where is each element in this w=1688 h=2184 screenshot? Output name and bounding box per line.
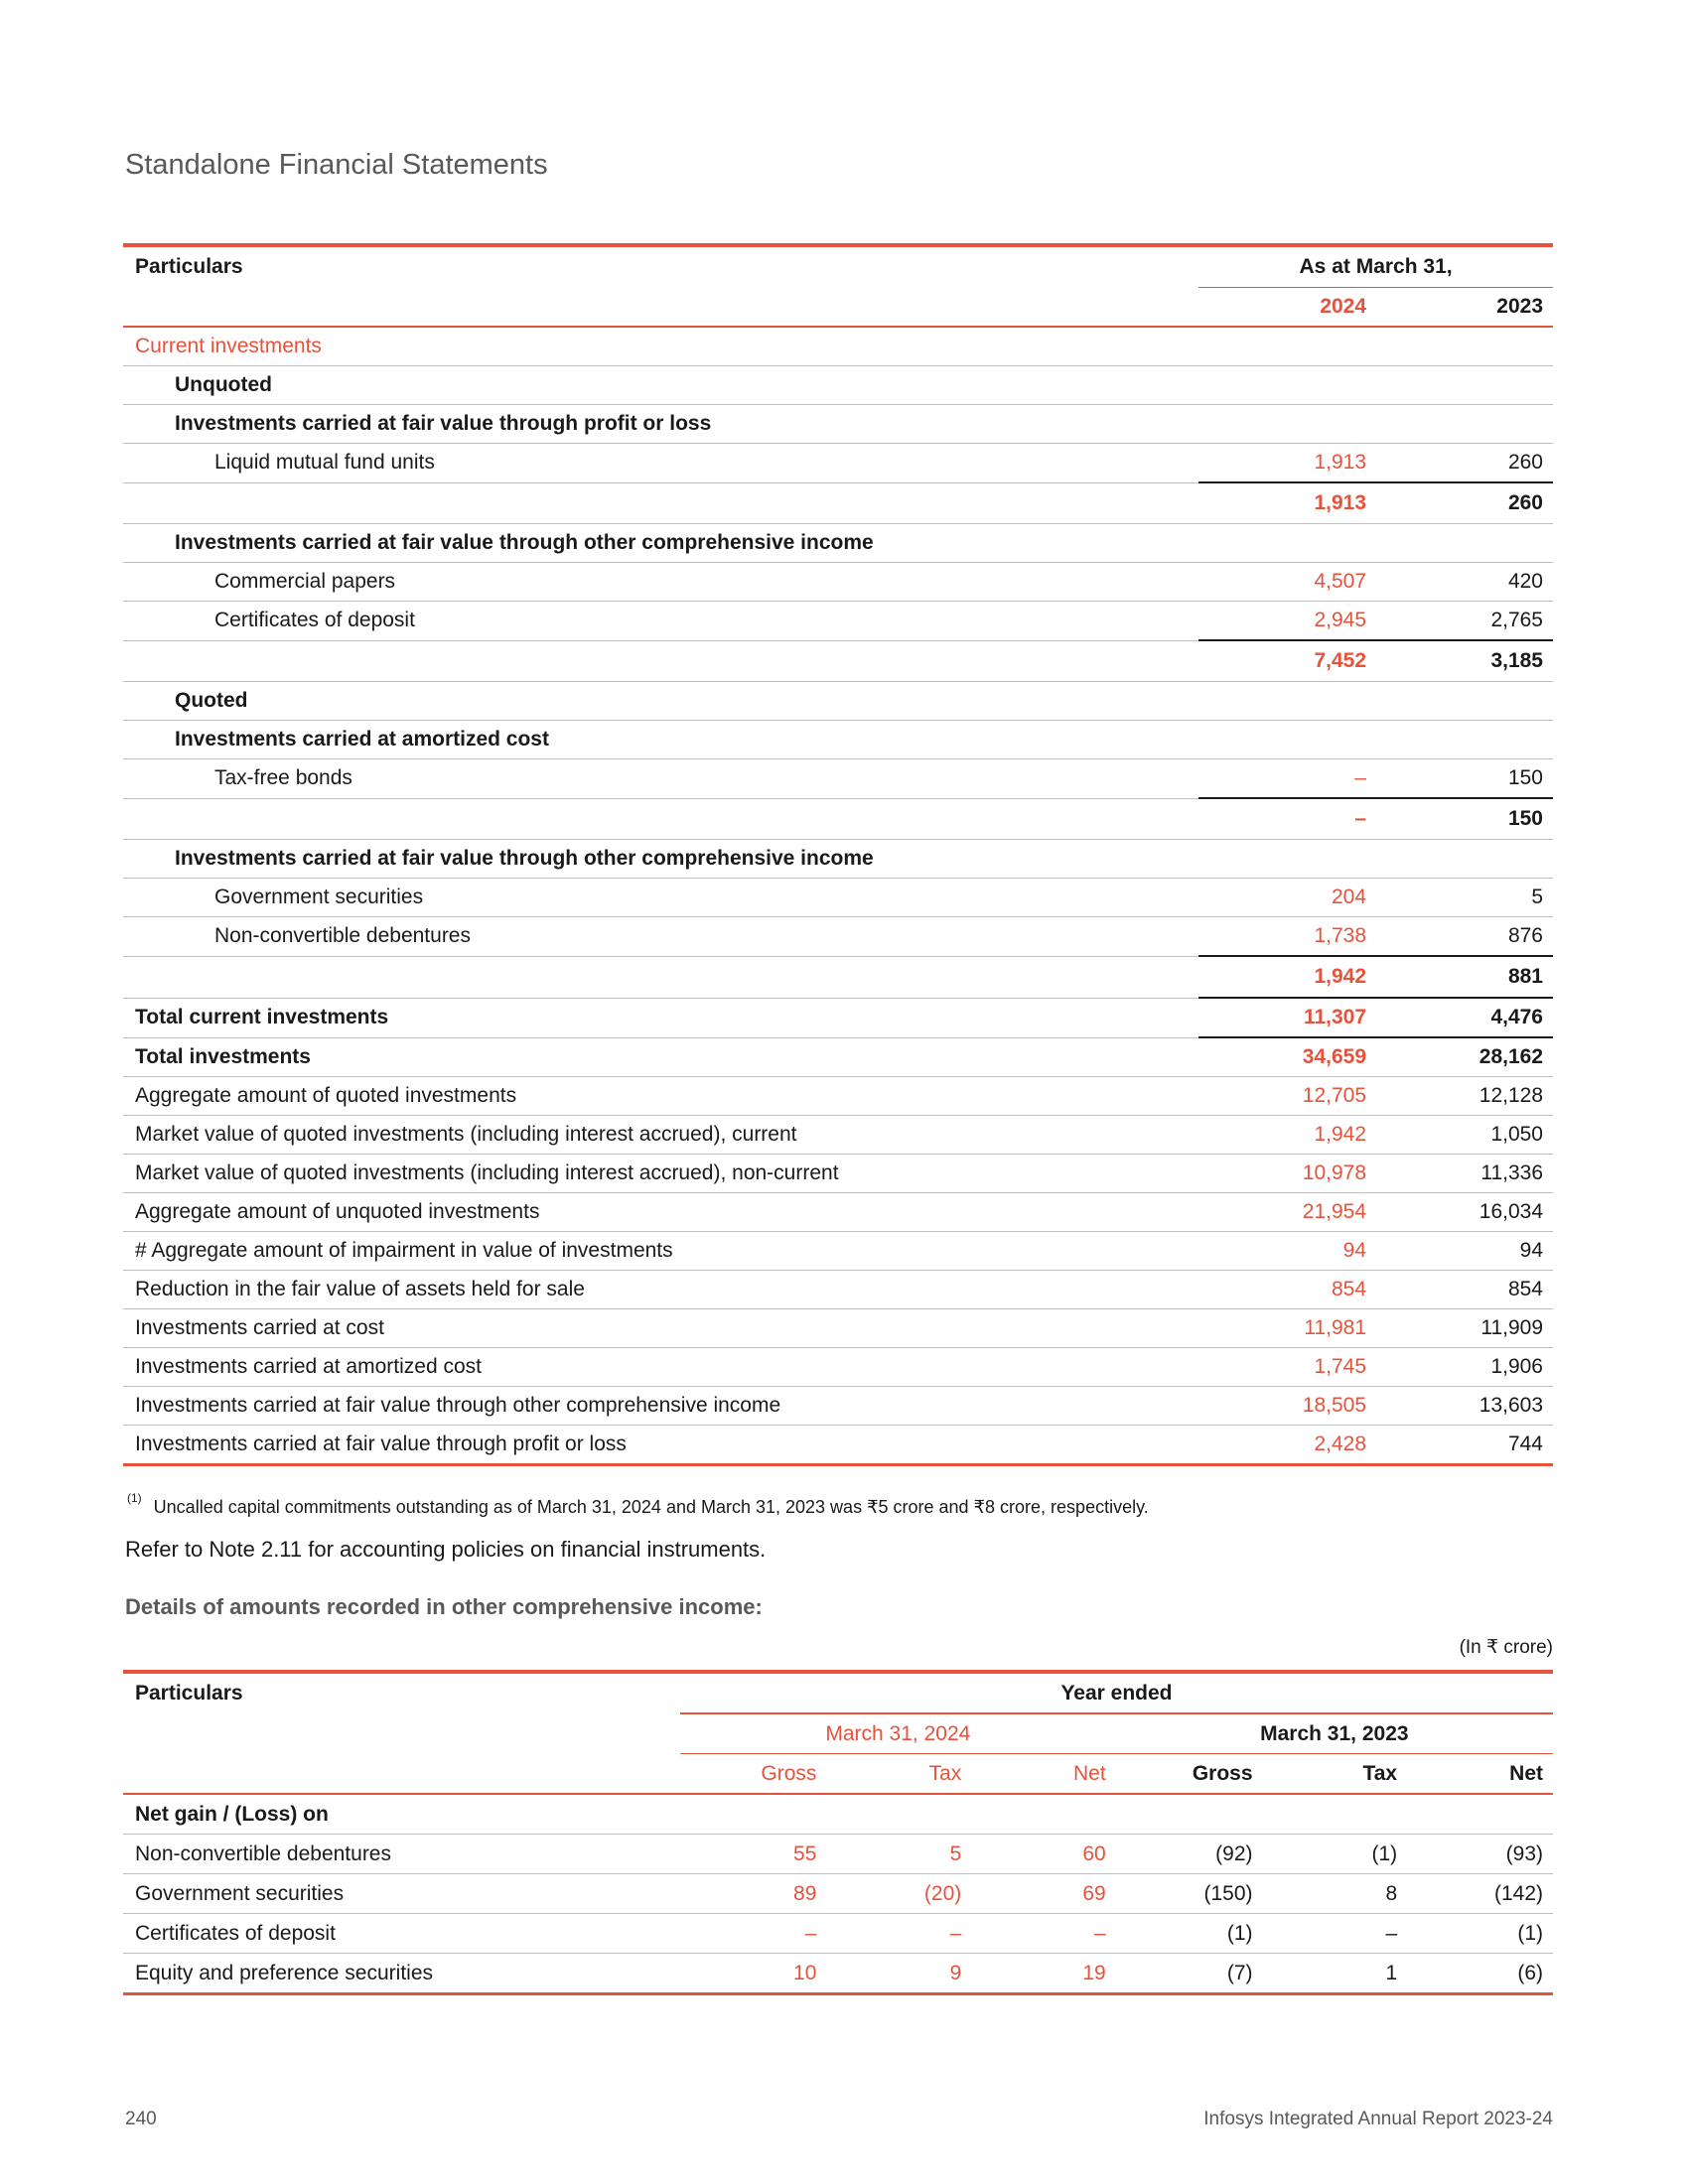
oci-table [123, 1670, 1553, 1995]
subtotal-row: 1,942 881 [123, 956, 1553, 998]
col-gross-2023: Gross [1116, 1754, 1263, 1795]
table-row: Investments carried at fair value through profit or loss 2,428 744 [123, 1426, 1553, 1465]
page-title: Standalone Financial Statements [125, 149, 548, 181]
table-row: Commercial papers 4,507 420 [123, 563, 1553, 602]
total-investments-row: Total investments 34,659 28,162 [123, 1037, 1553, 1077]
subtotal-row: 7,452 3,185 [123, 640, 1553, 682]
col-net-2024: Net [971, 1754, 1115, 1795]
footnote-marker: (1) [127, 1491, 142, 1505]
footnote [127, 1491, 1149, 1518]
heading-fvoci: Investments carried at fair value through other comprehensive income [123, 524, 1198, 563]
heading-amortized: Investments carried at amortized cost [123, 721, 1198, 759]
col-tax-2023: Tax [1263, 1754, 1408, 1795]
heading-quoted: Quoted [123, 682, 1198, 721]
col-2023: 2023 [1376, 288, 1553, 328]
col-period-2023: March 31, 2023 [1116, 1713, 1553, 1754]
table-row: Aggregate amount of quoted investments 12,705 12,128 [123, 1077, 1553, 1116]
table-row: Market value of quoted investments (including interest accrued), current 1,942 1,050 [123, 1116, 1553, 1155]
table-row: Government securities 204 5 [123, 879, 1553, 917]
net-gain-label: Net gain / (Loss) on [123, 1794, 680, 1835]
table-row: Certificates of deposit 2,945 2,765 [123, 602, 1553, 641]
col-2024: 2024 [1198, 288, 1376, 328]
table-row: Market value of quoted investments (including interest accrued), non-current 10,978 11,336 [123, 1155, 1553, 1193]
subtotal-row: – 150 [123, 798, 1553, 840]
footnote-text: Uncalled capital commitments outstanding as of March 31, 2024 and March 31, 2023 was ₹5 crore and ₹8 crore, respectively. [153, 1497, 1149, 1517]
table-row: Aggregate amount of unquoted investments 21,954 16,034 [123, 1193, 1553, 1232]
table-row: # Aggregate amount of impairment in value of investments 94 94 [123, 1232, 1553, 1271]
total-current-row: Total current investments 11,307 4,476 [123, 998, 1553, 1037]
col-tax-2024: Tax [826, 1754, 971, 1795]
col-net-2023: Net [1407, 1754, 1553, 1795]
table-row: Certificates of deposit – – – (1) – (1) [123, 1914, 1553, 1954]
table-row: Investments carried at amortized cost 1,745 1,906 [123, 1348, 1553, 1387]
page-number: 240 [125, 2109, 157, 2129]
table-row: Investments carried at cost 11,981 11,909 [123, 1309, 1553, 1348]
oci-heading: Details of amounts recorded in other comprehensive income: [125, 1594, 763, 1619]
table-row: Reduction in the fair value of assets held for sale 854 854 [123, 1271, 1553, 1309]
investments-table [123, 243, 1553, 1466]
col-group-year-ended: Year ended [680, 1672, 1553, 1713]
table-row: Equity and preference securities 10 9 19 (7) 1 (6) [123, 1954, 1553, 1994]
col-gross-2024: Gross [680, 1754, 826, 1795]
unit-label: (In ₹ crore) [1459, 1637, 1553, 1658]
subtotal-row: 1,913 260 [123, 482, 1553, 524]
refer-note: Refer to Note 2.11 for accounting policies on financial instruments. [125, 1537, 767, 1562]
heading-fvoci-2: Investments carried at fair value through other comprehensive income [123, 840, 1198, 879]
col-particulars: Particulars [135, 255, 243, 279]
heading-fvtpl: Investments carried at fair value through profit or loss [123, 405, 1198, 444]
col-group-as-at: As at March 31, [1198, 245, 1553, 288]
table-row: Liquid mutual fund units 1,913 260 [123, 444, 1553, 483]
table-row: Non-convertible debentures 55 5 60 (92) (1) (93) [123, 1835, 1553, 1874]
section-current-investments: Current investments [123, 327, 1198, 366]
table-row: Investments carried at fair value through other comprehensive income 18,505 13,603 [123, 1387, 1553, 1426]
table-row: Tax-free bonds – 150 [123, 759, 1553, 799]
table-row: Non-convertible debentures 1,738 876 [123, 917, 1553, 957]
table-row: Government securities 89 (20) 69 (150) 8 (142) [123, 1874, 1553, 1914]
col-period-2024: March 31, 2024 [680, 1713, 1116, 1754]
heading-unquoted: Unquoted [123, 366, 1198, 405]
col-particulars: Particulars [135, 1682, 243, 1705]
report-name: Infosys Integrated Annual Report 2023-24 [1203, 2109, 1553, 2129]
